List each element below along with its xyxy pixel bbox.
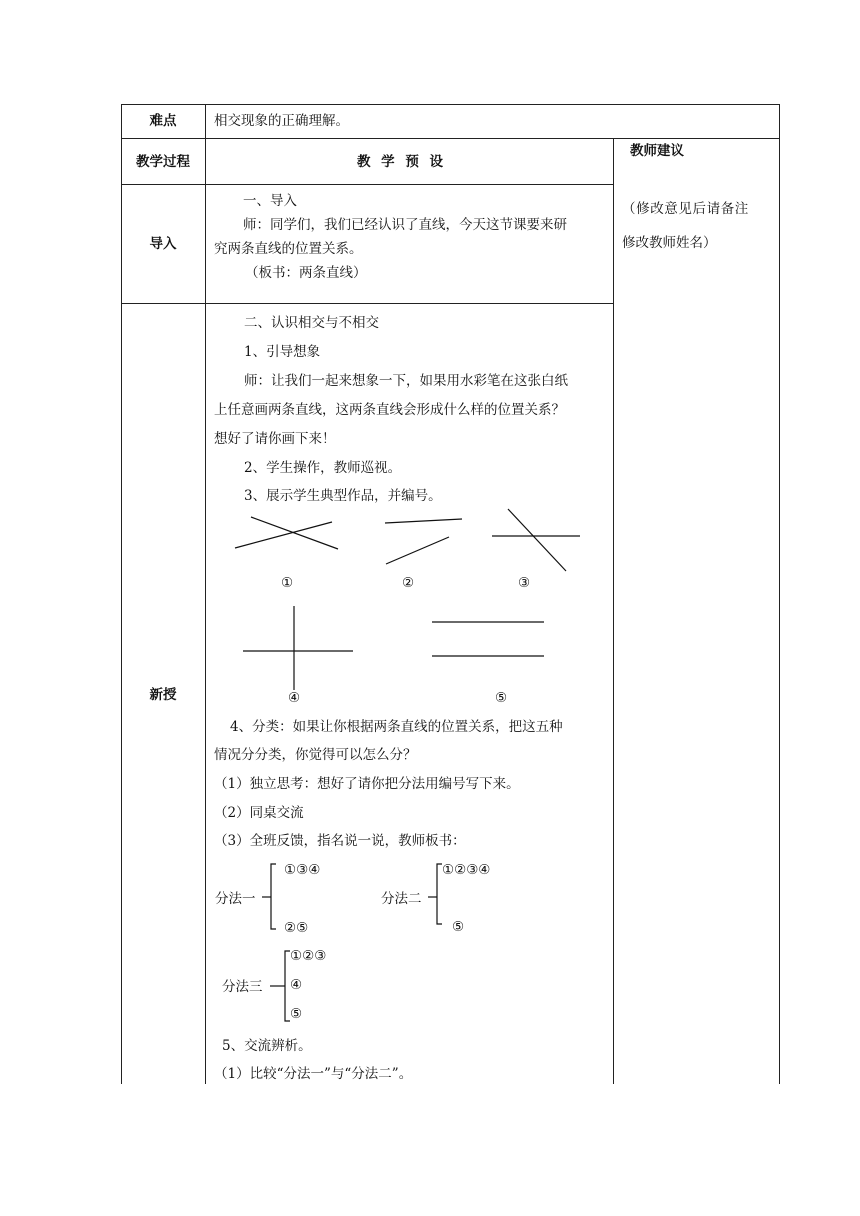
- advice-note-line: 修改教师姓名）: [622, 235, 717, 251]
- method-one-label: 分法一: [215, 891, 256, 907]
- new-line: 3、展示学生典型作品，并编号。: [244, 488, 442, 504]
- figure-label: ③: [518, 575, 531, 591]
- intro-line: （板书：两条直线）: [245, 265, 367, 281]
- difficulty-content: 相交现象的正确理解。: [214, 113, 349, 129]
- new-line: （3）全班反馈，指名说一说，教师板书：: [214, 833, 466, 849]
- new-line: 师：让我们一起来想象一下，如果用水彩笔在这张白纸: [244, 373, 568, 389]
- new-line: 4、分类：如果让你根据两条直线的位置关系，把这五种: [230, 719, 563, 735]
- new-line: 二、认识相交与不相交: [244, 315, 379, 331]
- new-line: 5、交流辨析。: [222, 1038, 312, 1054]
- method-three-group: ①②③: [290, 948, 327, 964]
- method-two-group: ⑤: [452, 919, 465, 935]
- new-line: （1）比较“分法一”与“分法二”。: [214, 1066, 413, 1082]
- method-two-group: ①②③④: [442, 862, 491, 878]
- figure-label: ②: [402, 575, 415, 591]
- difficulty-label: 难点: [149, 113, 177, 129]
- intro-line: 究两条直线的位置关系。: [214, 241, 363, 257]
- method-one-group: ①③④: [284, 862, 321, 878]
- method-three-group: ④: [290, 977, 303, 993]
- intro-line: 师：同学们，我们已经认识了直线，今天这节课要来研: [243, 217, 567, 233]
- new-line: 1、引导想象: [244, 344, 321, 360]
- figure-label: ⑤: [495, 690, 508, 706]
- header-process: 教学过程: [136, 154, 190, 170]
- header-plan: 教 学 预 设: [356, 154, 444, 170]
- method-two-label: 分法二: [381, 891, 422, 907]
- intro-line: 一、导入: [243, 193, 297, 209]
- new-line: （2）同桌交流: [214, 805, 304, 821]
- method-three-group: ⑤: [290, 1006, 303, 1022]
- new-line: 情况分分类，你觉得可以怎么分？: [214, 747, 417, 763]
- intro-label: 导入: [149, 236, 177, 252]
- method-three-label: 分法三: [222, 979, 263, 995]
- new-line: 2、学生操作，教师巡视。: [244, 460, 402, 476]
- figure-label: ④: [288, 690, 301, 706]
- figure-label: ①: [281, 575, 294, 591]
- new-line: 想好了请你画下来！: [214, 431, 336, 447]
- new-label: 新授: [149, 687, 177, 703]
- advice-note-line: （修改意见后请备注: [622, 201, 749, 217]
- method-one-group: ②⑤: [284, 920, 309, 936]
- new-line: （1）独立思考：想好了请你把分法用编号写下来。: [214, 776, 520, 792]
- header-advice: 教师建议: [630, 143, 684, 159]
- new-line: 上任意画两条直线，这两条直线会形成什么样的位置关系？: [214, 402, 565, 418]
